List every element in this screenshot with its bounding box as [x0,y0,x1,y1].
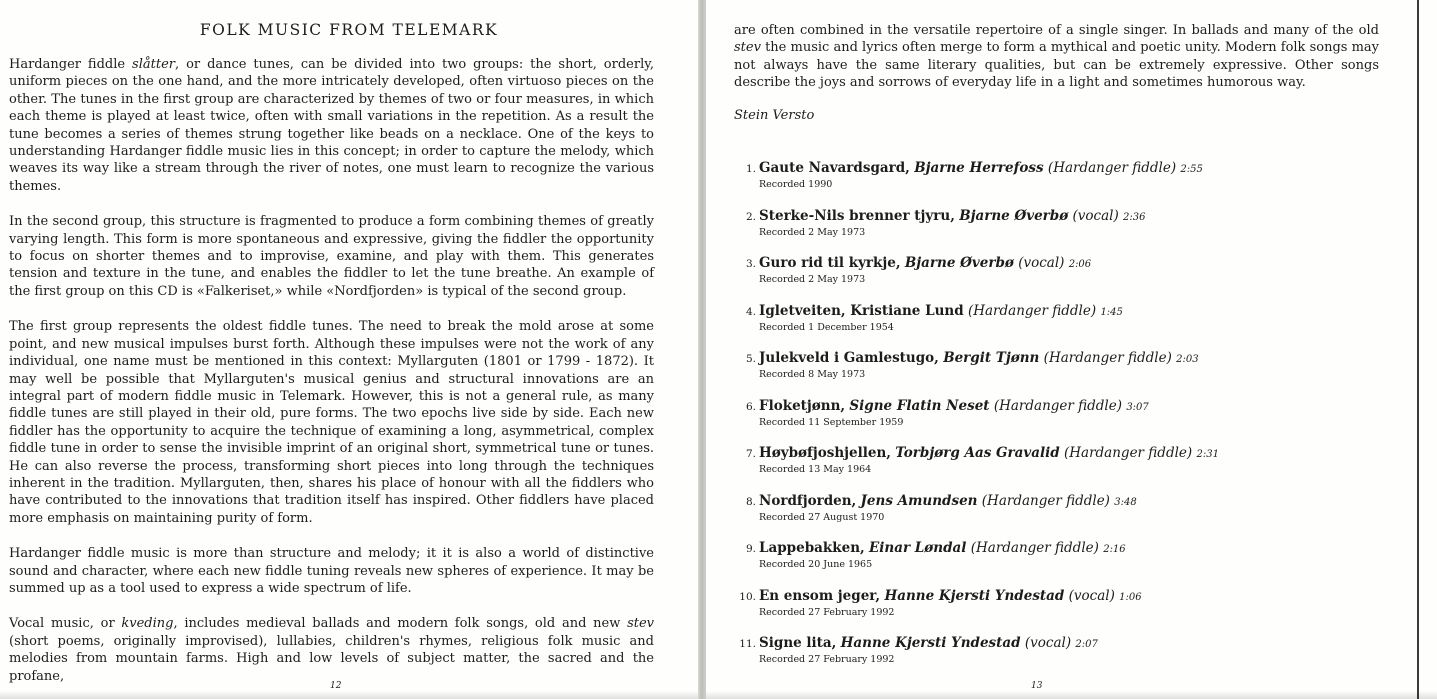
left-page [0,0,698,699]
track-number: 3. [745,258,756,270]
track-item [734,493,1424,541]
track-duration: 2:31 [1196,449,1219,460]
track-artist: Hanne Kjersti Yndestad [884,587,1065,604]
track-title: Høybøfjoshjellen, [759,445,891,461]
track-artist: Bjarne Herrefoss [914,160,1044,176]
track-duration: 2:55 [1180,164,1203,175]
track-recorded: Recorded 20 June 1965 [759,559,873,570]
track-artist: Torbjørg Aas Gravalid [895,445,1060,461]
track-title-line [759,255,1091,271]
track-title-line [759,303,1123,319]
track-title-line [759,493,1137,509]
track-instrument: (Hardanger fiddle) [993,397,1123,414]
track-artist: Hanne Kjersti Yndestad [840,635,1021,651]
track-title-line [759,540,1126,556]
track-instrument: (vocal) [1018,255,1065,271]
track-title: Gaute Navardsgard, [759,160,910,176]
track-artist: Bjarne Øverbø [959,207,1069,224]
track-duration: 2:36 [1123,211,1146,223]
track-number: 2. [745,210,756,223]
term-slatter: slåtter [132,57,175,72]
paragraph-4: Hardanger fiddle music is more than structure and melody; it it is also a world of distinctive sound and character, where each new fiddle tuning reveals new spheres of experience. It may be summed up as a tool used to express a wide spectrum of life. [9,546,654,596]
track-duration: 3:07 [1126,401,1149,413]
track-number: 4. [745,305,756,318]
track-item [734,398,1424,446]
track-instrument: (Hardanger fiddle) [967,302,1097,319]
track-duration: 3:48 [1114,496,1137,508]
track-title-line [759,350,1199,366]
track-instrument: (vocal) [1072,207,1119,224]
track-instrument: (vocal) [1024,635,1072,651]
track-recorded: Recorded 27 August 1970 [759,511,885,523]
track-duration: 2:06 [1068,259,1092,270]
track-title-line [759,635,1098,651]
track-duration: 2:16 [1103,544,1126,555]
track-recorded: Recorded 8 May 1973 [759,369,866,380]
track-item [734,350,1424,398]
track-title: En ensom jeger, [759,587,881,604]
track-title: Julekveld i Gamlestugo, [759,350,939,366]
track-number: 10. [739,590,756,603]
essay-continuation [734,22,1379,92]
track-artist: Bjarne Øverbø [904,255,1014,271]
track-instrument: (Hardanger fiddle) [1047,160,1177,176]
essay-body [9,56,654,699]
track-artist: Einar Løndal [869,540,967,556]
author-signature: Stein Versto [734,108,815,123]
track-title: Floketjønn, [759,397,846,414]
track-number: 8. [745,495,756,508]
track-recorded: Recorded 2 May 1973 [759,226,866,238]
track-title: Guro rid til kyrkje, [759,255,901,271]
right-page [706,0,1437,699]
track-title-line [759,208,1146,224]
term-stev: stev [627,616,654,632]
track-artist: Bergit Tjønn [943,350,1040,366]
track-recorded: Recorded 1 December 1954 [759,321,894,333]
page-shadow [706,691,1437,699]
track-number: 6. [745,400,756,413]
term-stev: stev [734,40,761,56]
track-title: Nordfjorden, [759,492,857,509]
track-number: 7. [745,448,756,460]
track-duration: 2:03 [1176,354,1199,365]
term-kveding: kveding [121,616,174,632]
page-edge [1417,0,1419,699]
track-title-line [759,588,1142,604]
track-instrument: (Hardanger fiddle) [981,492,1110,509]
track-number: 9. [745,543,756,555]
track-title: Signe lita, [759,635,837,651]
track-recorded: Recorded 27 February 1992 [759,606,895,618]
page-shadow [0,691,698,699]
track-number: 5. [745,353,756,365]
track-item [734,445,1424,493]
track-recorded: Recorded 1990 [759,179,833,190]
paragraph-1: Hardanger fiddle slåtter, or dance tunes, can be divided into two groups: the short, orderly, uniform pieces on the one hand, and the more intricately developed, often virtuoso pieces on the other. The tunes in the first group are characterized by themes of two or four measures, in which each theme is played at least twice, often with small variations in the repetition. As a result the tune becomes a series of themes strung together like beads on a necklace. One of the keys to understanding Hardanger fiddle music lies in this concept; in order to capture the melody, which weaves its way like a stream through the river of notes, one must learn to recognize the various themes. [9,57,654,194]
page-number-right: 13 [1031,681,1043,691]
track-duration: 1:45 [1100,306,1123,318]
track-number: 11. [739,638,756,650]
track-item [734,255,1424,303]
track-instrument: (Hardanger fiddle) [1064,445,1193,461]
paragraph-5: Vocal music, or kveding, includes medieval ballads and modern folk songs, old and new stev (short poems, originally improvised), lullabies, children's rhymes, religious folk music and melodies from mountain farms. High and low levels of subject matter, the sacred and the profane, [9,616,654,684]
track-title-line [759,445,1219,461]
track-duration: 2:07 [1075,639,1098,650]
track-list [734,160,1424,683]
page-number-left: 12 [330,681,342,691]
track-artist: Signe Flatin Neset [849,397,990,414]
track-item [734,208,1424,256]
track-title: Igletveiten, Kristiane Lund [759,302,964,319]
page-title: FOLK MUSIC FROM TELEMARK [199,21,499,39]
track-title: Sterke-Nils brenner tjyru, [759,207,955,224]
track-artist: Jens Amundsen [860,492,978,509]
continuation-paragraph: are often combined in the versatile repertoire of a single singer. In ballads and many of the old stev the music and lyrics often merge to form a mythical and poetic unity. Modern folk songs may not always have the same literary qualities, but can be extremely expressive. Other songs describe the joys and sorrows of everyday life in a light and sometimes humorous way. [734,23,1379,91]
track-title: Lappebakken, [759,540,865,556]
track-recorded: Recorded 27 February 1992 [759,654,895,665]
paragraph-3: The first group represents the oldest fiddle tunes. The need to break the mold arose at some point, and new musical impulses burst forth. Although these impulses were not the work of any individual, one name must be mentioned in this context: Myllarguten (1801 or 1799 - 1872). It may well be possible that Myllarguten's musical genius and structural innovations are an integral part of modern fiddle music in Telemark. However, this is not a general rule, as many fiddle tunes are still played in their old, pure forms. The two epochs live side by side. Each new fiddler has the opportunity to acquire the technique of examining a long, asymmetrical, complex fiddle tune in order to sense the invisible imprint of an original short, symmetrical tune or tunes. He can also reverse the process, transforming short pieces into long through the techniques inherent in the tradition. Myllarguten, then, shares his place of honour with all the fiddlers who have contributed to the innovations that tradition itself has inspired. Other fiddlers have placed more emphasis on maintaining purity of form. [9,319,654,526]
track-duration: 1:06 [1119,591,1142,603]
track-recorded: Recorded 13 May 1964 [759,464,872,475]
track-recorded: Recorded 11 September 1959 [759,416,904,428]
track-instrument: (Hardanger fiddle) [970,540,1099,556]
track-instrument: (Hardanger fiddle) [1043,350,1172,366]
track-recorded: Recorded 2 May 1973 [759,274,866,285]
track-item [734,160,1424,208]
track-item [734,635,1424,683]
track-item [734,540,1424,588]
track-item [734,588,1424,636]
book-gutter [698,0,706,699]
track-number: 1. [745,163,756,175]
track-instrument: (vocal) [1068,587,1115,604]
track-title-line [759,398,1149,414]
track-title-line [759,160,1203,176]
paragraph-2: In the second group, this structure is fragmented to produce a form combining themes of greatly varying length. This form is more spontaneous and expressive, giving the fiddler the opportunity to focus on shorter themes and to improvise, examine, and play with them. This generates tension and texture in the tune, and enables the fiddler to let the tune breathe. An example of the first group on this CD is «Falkeriset,» while «Nordfjorden» is typical of the second group. [9,214,654,299]
track-item [734,303,1424,351]
